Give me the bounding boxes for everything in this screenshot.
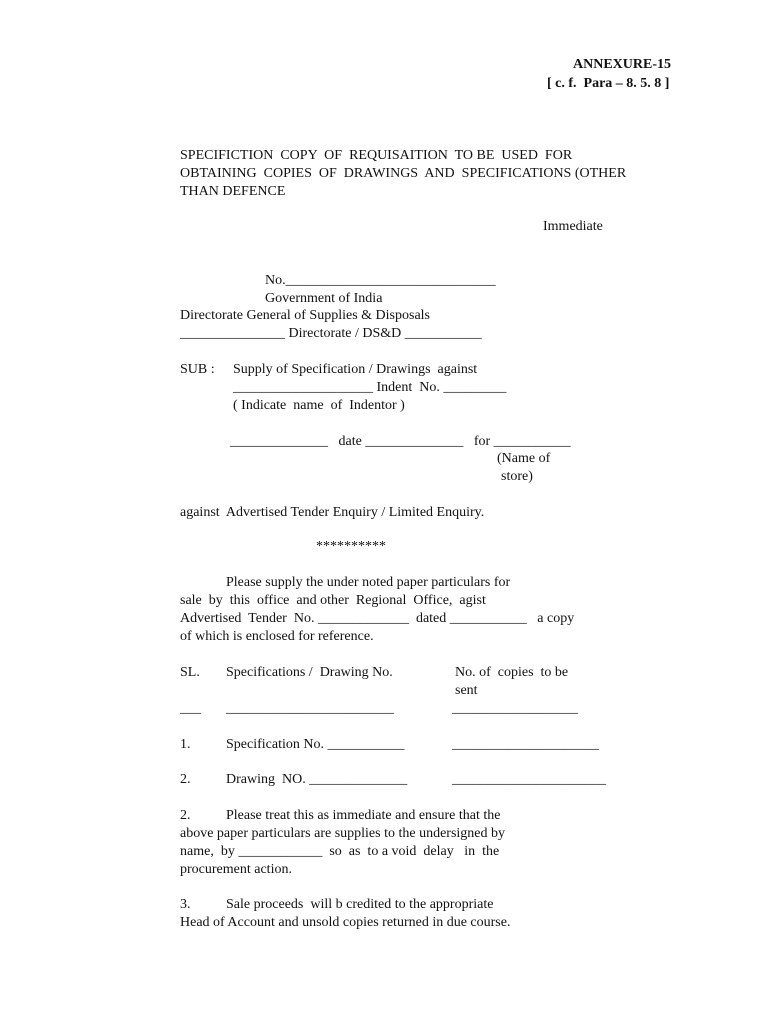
para-2-line-1: Please treat this as immediate and ensure that the <box>226 808 501 823</box>
row-2-sl: 2. <box>180 772 191 787</box>
row-1-copies: _____________________ <box>452 737 599 752</box>
date-for-line: ______________ date ______________ for ___________ <box>230 434 571 449</box>
request-line-3: Advertised Tender No. _____________ dated ___________ a copy <box>180 611 575 626</box>
request-line-2: sale by this office and other Regional Office, agist <box>180 593 486 608</box>
priority-label: Immediate <box>543 219 603 234</box>
request-line-1: Please supply the under noted paper particulars for <box>226 575 511 590</box>
request-line-4: of which is enclosed for reference. <box>180 629 374 644</box>
reference-number-field: No.______________________________ <box>265 273 496 288</box>
title-line-3: THAN DEFENCE <box>180 184 286 199</box>
title-line-2: OBTAINING COPIES OF DRAWINGS AND SPECIFICATIONS (OTHER <box>180 166 627 181</box>
row-1-item: Specification No. ___________ <box>226 737 405 752</box>
column-header-sl: SL. <box>180 665 200 680</box>
column-header-copies-cont: sent <box>455 683 478 698</box>
annexure-label: ANNEXURE-15 <box>573 57 671 72</box>
separator-stars: ********** <box>316 539 386 554</box>
para-reference: [ c. f. Para – 8. 5. 8 ] <box>547 76 670 91</box>
rule-copies: __________________ <box>452 701 578 716</box>
row-2-item: Drawing NO. ______________ <box>226 772 408 787</box>
name-of-hint: (Name of <box>497 451 551 466</box>
subject-line-1: Supply of Specification / Drawings against <box>233 362 478 377</box>
row-2-copies: ______________________ <box>452 772 606 787</box>
rule-sl: ___ <box>180 701 201 716</box>
para-2-line-4: procurement action. <box>180 862 292 877</box>
para-3-line-1: Sale proceeds will b credited to the appropriate <box>226 897 494 912</box>
column-header-copies: No. of copies to be <box>455 665 569 680</box>
title-line-1: SPECIFICTION COPY OF REQUISAITION TO BE USED FOR <box>180 148 573 163</box>
para-2-number: 2. <box>180 808 191 823</box>
para-3-line-2: Head of Account and unsold copies returned in due course. <box>180 915 511 930</box>
indentor-hint: ( Indicate name of Indentor ) <box>233 398 405 413</box>
subject-label: SUB : <box>180 362 215 377</box>
directorate-general-line: Directorate General of Supplies & Disposals <box>180 308 430 323</box>
against-enquiry-line: against Advertised Tender Enquiry / Limited Enquiry. <box>180 505 485 520</box>
para-3-number: 3. <box>180 897 191 912</box>
para-2-line-3: name, by ____________ so as to a void delay in the <box>180 844 500 859</box>
directorate-line: _______________ Directorate / DS&D ___________ <box>180 326 482 341</box>
store-hint: store) <box>501 469 533 484</box>
column-header-spec: Specifications / Drawing No. <box>226 665 393 680</box>
government-line: Government of India <box>265 291 383 306</box>
indent-number-line: ____________________ Indent No. _________ <box>233 380 507 395</box>
rule-spec: ________________________ <box>226 701 394 716</box>
para-2-line-2: above paper particulars are supplies to the undersigned by <box>180 826 506 841</box>
row-1-sl: 1. <box>180 737 191 752</box>
